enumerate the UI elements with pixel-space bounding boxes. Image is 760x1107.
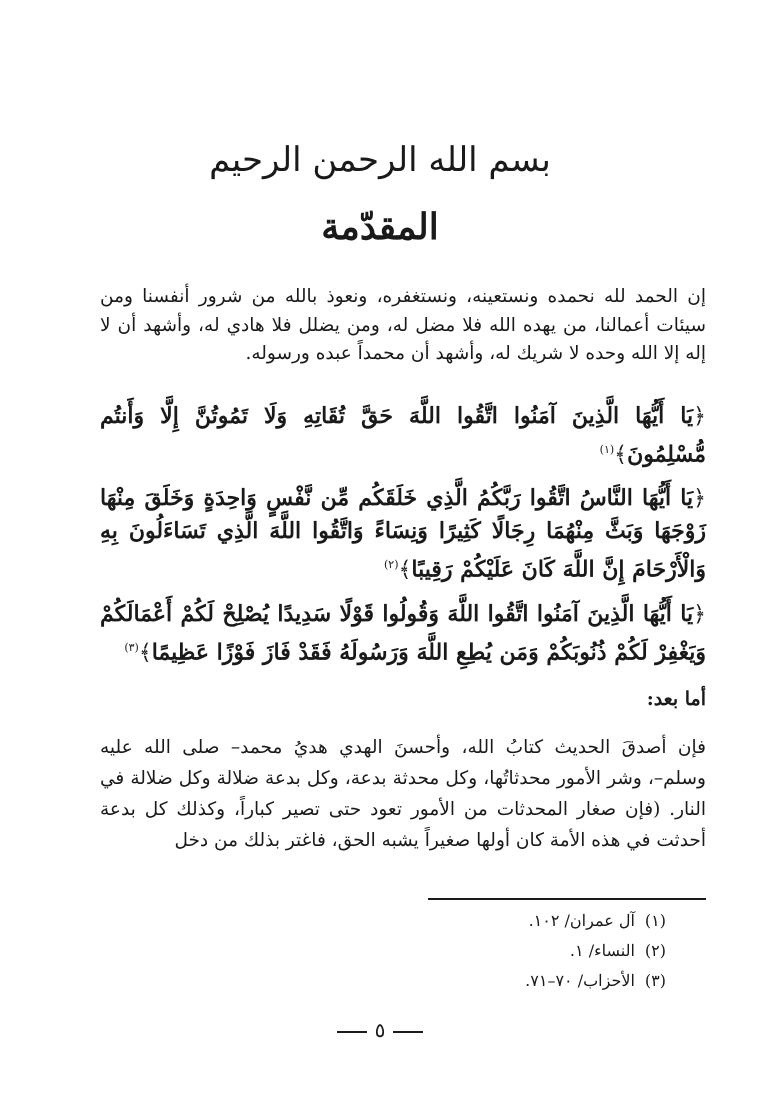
verse-close-bracket: ﴾ (614, 442, 628, 468)
page-number-dash-left (337, 1031, 367, 1033)
intro-paragraph: إن الحمد لله نحمده ونستعينه، ونستغفره، ونعوذ بالله من شرور أنفسنا ومن سيئات أعمالنا، من يهده الله فلا مضل له، ومن يضلل فلا هادي له، وأشهد أن لا إله إلا الله وحده لا شريك له، وأشهد أن محمداً عبده ورسوله. (100, 286, 706, 364)
footnote-1 (529, 910, 666, 932)
footnote-divider (428, 898, 706, 900)
page-number-value: ٥ (374, 1018, 386, 1042)
footnote-ref: (١) (599, 443, 615, 456)
chapter-title: المقدّمة (321, 206, 439, 248)
intro-paragraph-block (100, 283, 706, 369)
footnote-ref: (٣) (124, 641, 139, 654)
verse-close-bracket: ﴾ (138, 640, 152, 666)
footnote-text: النساء/ ١. (569, 941, 635, 960)
page-number-dash-right (393, 1031, 423, 1033)
footnote-ref: (٢) (384, 558, 399, 571)
footnote-text: الأحزاب/ ٧٠–٧١. (525, 971, 635, 990)
quran-verse (100, 482, 706, 586)
body-paragraph-block (100, 732, 706, 856)
verse-text: يَا أَيُّهَا النَّاسُ اتَّقُوا رَبَّكُمُ الَّذِي خَلَقَكُم مِّن نَّفْسٍ وَاحِدَةٍ وَخَلَقَ مِنْهَا زَوْجَهَا وَبَثَّ مِنْهُمَا رِجَالًا كَثِيرًا وَنِسَاءً وَاتَّقُوا اللَّهَ الَّذِي تَسَاءَلُونَ بِهِ وَالْأَرْحَامَ إِنَّ اللَّهَ كَانَ عَلَيْكُمْ رَقِيبًا (100, 485, 706, 583)
footnote-2 (570, 940, 666, 962)
footnote-number: (٢) (644, 941, 666, 960)
verse-text: يَا أَيُّهَا الَّذِينَ آمَنُوا اتَّقُوا اللَّهَ حَقَّ تُقَاتِهِ وَلَا تَمُوتُنَّ إِلَّا وَأَنتُم مُّسْلِمُونَ (100, 403, 706, 468)
verse-open-bracket: ﴿ (693, 486, 706, 511)
verse-block-3 (100, 598, 706, 669)
body-paragraph: فإن أصدقَ الحديث كتابُ الله، وأحسنَ الهدي هديُ محمد– صلى الله عليه وسلم–، وشر الأمور محدثاتُها، وكل محدثة بدعة، وكل بدعة ضلالة وكل ضلالة في النار. (فإن صغار المحدثات من الأمور تعود حتى تصير كباراً، وكذلك كل بدعة أحدثت في هذه الأمة كان أولها صغيراً يشبه الحق، فاغتر بذلك من دخل (100, 737, 706, 851)
quran-verse (100, 400, 706, 471)
verse-open-bracket: ﴿ (693, 602, 706, 627)
verse-close-bracket: ﴾ (398, 557, 412, 583)
verse-block-2 (100, 482, 706, 586)
quran-verse (100, 598, 706, 669)
verse-block-1 (100, 400, 706, 471)
verse-text: يَا أَيُّهَا الَّذِينَ آمَنُوا اتَّقُوا اللَّهَ وَقُولُوا قَوْلًا سَدِيدًا يُصْلِحْ لَكُمْ أَعْمَالَكُمْ وَيَغْفِرْ لَكُمْ ذُنُوبَكُمْ وَمَن يُطِعِ اللَّهَ وَرَسُولَهُ فَقَدْ فَازَ فَوْزًا عَظِيمًا (100, 601, 706, 666)
page-number (0, 1018, 760, 1042)
footnote-3 (525, 970, 666, 992)
footnote-number: (١) (644, 911, 666, 930)
basmala: بسم الله الرحمن الرحيم (209, 140, 551, 180)
verse-open-bracket: ﴿ (693, 404, 706, 429)
footnote-number: (٣) (644, 971, 666, 990)
section-heading: أما بعد: (646, 688, 706, 710)
footnote-text: آل عمران/ ١٠٢. (528, 911, 635, 930)
